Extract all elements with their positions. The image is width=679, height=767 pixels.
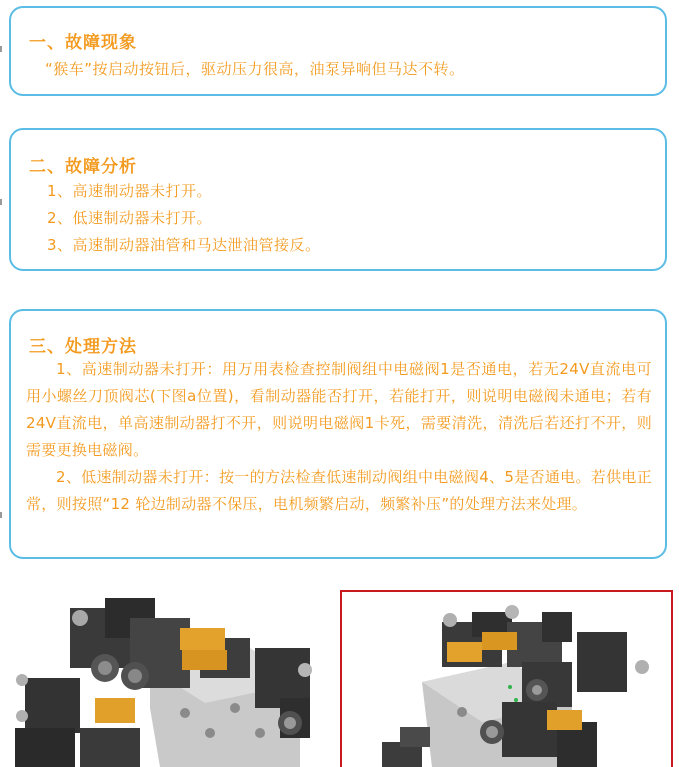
treatment-method-body bbox=[26, 356, 652, 518]
fault-analysis-item: 3、高速制动器油管和马达泄油管接反。 bbox=[47, 236, 321, 254]
treatment-paragraph: 2、低速制动器未打开：按一的方法检查低速制动阀组中电磁阀4、5是否通电。若供电正常，则按照“12 轮边制动器不保压，电机频繁启动，频繁补压”的处理方法来处理。 bbox=[26, 468, 652, 513]
edge-marker bbox=[0, 512, 2, 518]
valve-block-photo-left bbox=[0, 588, 330, 767]
fault-symptom-card bbox=[9, 6, 667, 96]
fault-symptom-text: “猴车”按启动按钮后，驱动压力很高，油泵异响但马达不转。 bbox=[45, 60, 465, 78]
fault-analysis-item: 1、高速制动器未打开。 bbox=[47, 182, 213, 200]
edge-marker bbox=[0, 46, 2, 52]
treatment-method-card bbox=[9, 309, 667, 559]
edge-marker bbox=[0, 199, 2, 205]
treatment-method-heading: 三、处理方法 bbox=[29, 337, 137, 357]
fault-analysis-item: 2、低速制动器未打开。 bbox=[47, 209, 213, 227]
fault-symptom-heading: 一、故障现象 bbox=[29, 33, 137, 53]
valve-block-photo-right bbox=[340, 590, 673, 767]
fault-analysis-card bbox=[9, 128, 667, 271]
treatment-paragraph: 1、高速制动器未打开：用万用表检查控制阀组中电磁阀1是否通电，若无24V直流电可用小螺丝刀顶阀芯(下图a位置)，看制动器能否打开，若能打开，则说明电磁阀未通电；若有24V直流电，单高速制动器打不开，则说明电磁阀1卡死，需要清洗，清洗后若还打不开，则需要更换电磁阀。 bbox=[26, 360, 652, 459]
fault-analysis-heading: 二、故障分析 bbox=[29, 157, 137, 177]
